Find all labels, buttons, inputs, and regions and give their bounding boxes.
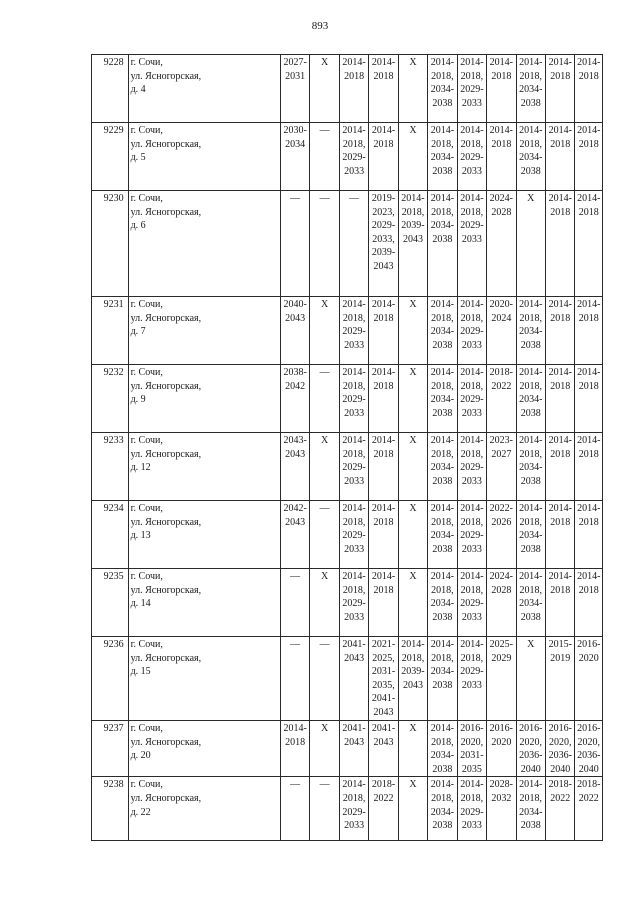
address-line: д. 15 <box>130 666 151 678</box>
period-cell: 2014- 2018, 2034- 2038 <box>516 55 545 123</box>
address-line: ул. Ясногорская, <box>130 516 202 528</box>
period-cell: X <box>310 297 339 365</box>
period-cell: — <box>280 191 309 297</box>
address-line: г. Сочи, <box>130 435 163 446</box>
table-row <box>92 569 603 637</box>
address-line: д. 13 <box>130 530 151 542</box>
period-cell: — <box>310 777 339 841</box>
period-cell: 2014- 2018, 2034- 2038 <box>516 777 545 841</box>
period-cell: 2014- 2018, 2034- 2038 <box>516 365 545 433</box>
period-cell: — <box>310 123 339 191</box>
period-cell: 2014- 2018 <box>575 297 603 365</box>
period-cell: 2014- 2018 <box>575 501 603 569</box>
period-cell: 2018- 2022 <box>487 365 516 433</box>
data-table <box>91 54 603 841</box>
address-line: г. Сочи, <box>130 723 163 734</box>
period-cell: X <box>398 721 427 777</box>
period-cell: 2014- 2018 <box>546 501 575 569</box>
address-line: г. Сочи, <box>130 367 163 378</box>
period-cell: X <box>310 55 339 123</box>
period-cell: 2014- 2018 <box>575 191 603 297</box>
period-cell: 2021- 2025, 2031- 2035, 2041- 2043 <box>369 637 398 721</box>
period-cell: X <box>398 501 427 569</box>
period-cell: — <box>280 777 309 841</box>
address-line: д. 20 <box>130 750 151 762</box>
period-cell: 2038- 2042 <box>280 365 309 433</box>
address-line: г. Сочи, <box>130 299 163 310</box>
period-cell: 2014- 2018 <box>369 569 398 637</box>
period-cell: 2014- 2018 <box>546 365 575 433</box>
address-line: ул. Ясногорская, <box>130 138 202 150</box>
period-cell: 2014- 2018, 2029- 2033 <box>339 123 368 191</box>
address-line: г. Сочи, <box>130 193 163 204</box>
period-cell: 2014- 2018, 2029- 2033 <box>339 433 368 501</box>
table-row <box>92 721 603 777</box>
period-cell: — <box>280 569 309 637</box>
period-cell: X <box>398 55 427 123</box>
table-row <box>92 637 603 721</box>
row-number-cell: 9231 <box>92 297 129 365</box>
period-cell: 2014- 2018 <box>339 55 368 123</box>
address-line: д. 7 <box>130 326 146 338</box>
period-cell: 2024- 2028 <box>487 569 516 637</box>
period-cell: 2014- 2018, 2029- 2033 <box>457 55 486 123</box>
period-cell: 2014- 2018 <box>546 297 575 365</box>
period-cell: 2014- 2018, 2039- 2043 <box>398 637 427 721</box>
address-line: д. 9 <box>130 394 146 406</box>
period-cell: 2014- 2018 <box>369 297 398 365</box>
address-line: д. 14 <box>130 598 151 610</box>
period-cell: 2020- 2024 <box>487 297 516 365</box>
period-cell: 2014- 2018 <box>369 55 398 123</box>
period-cell: 2014- 2018 <box>575 123 603 191</box>
table-body <box>92 55 603 841</box>
period-cell: 2014- 2018, 2034- 2038 <box>428 123 457 191</box>
address-line: ул. Ясногорская, <box>130 380 202 392</box>
period-cell: 2040- 2043 <box>280 297 309 365</box>
period-cell: — <box>310 191 339 297</box>
row-number-cell: 9236 <box>92 637 129 721</box>
address-line: г. Сочи, <box>130 779 163 791</box>
table-row <box>92 501 603 569</box>
address-line: ул. Ясногорская, <box>130 206 202 218</box>
period-cell: X <box>516 637 545 721</box>
address-line: г. Сочи, <box>130 639 163 650</box>
period-cell: 2014- 2018, 2029- 2033 <box>457 123 486 191</box>
period-cell: 2014- 2018 <box>575 569 603 637</box>
row-number-cell: 9228 <box>92 55 129 123</box>
period-cell: X <box>310 721 339 777</box>
period-cell: 2014- 2018 <box>369 433 398 501</box>
table-row <box>92 55 603 123</box>
period-cell: 2014- 2018 <box>280 721 309 777</box>
period-cell: 2014- 2018, 2034- 2038 <box>516 297 545 365</box>
address-cell <box>128 433 280 501</box>
period-cell: X <box>398 569 427 637</box>
row-number-cell: 9230 <box>92 191 129 297</box>
address-line: г. Сочи, <box>130 57 163 68</box>
period-cell: 2014- 2018, 2034- 2038 <box>428 297 457 365</box>
period-cell: 2016- 2020 <box>575 637 603 721</box>
period-cell: X <box>398 123 427 191</box>
period-cell: 2014- 2018, 2029- 2033 <box>457 777 486 841</box>
address-line: г. Сочи, <box>130 503 163 514</box>
period-cell: 2043- 2043 <box>280 433 309 501</box>
address-line: д. 12 <box>130 462 151 474</box>
period-cell: 2016- 2020, 2036- 2040 <box>516 721 545 777</box>
period-cell: 2014- 2018, 2034- 2038 <box>428 191 457 297</box>
period-cell: 2014- 2018, 2034- 2038 <box>428 365 457 433</box>
address-cell <box>128 191 280 297</box>
period-cell: 2014- 2018, 2034- 2038 <box>428 777 457 841</box>
address-line: д. 4 <box>130 84 146 96</box>
period-cell: 2014- 2018, 2034- 2038 <box>516 433 545 501</box>
address-line: г. Сочи, <box>130 571 163 582</box>
address-cell <box>128 123 280 191</box>
period-cell: 2014- 2018 <box>546 55 575 123</box>
period-cell: 2014- 2018, 2029- 2033 <box>457 501 486 569</box>
period-cell: X <box>398 365 427 433</box>
period-cell: — <box>339 191 368 297</box>
period-cell: 2014- 2018 <box>487 55 516 123</box>
period-cell: 2014- 2018 <box>369 123 398 191</box>
period-cell: 2014- 2018 <box>369 501 398 569</box>
row-number-cell: 9233 <box>92 433 129 501</box>
row-number-cell: 9235 <box>92 569 129 637</box>
period-cell: 2014- 2018, 2029- 2033 <box>339 777 368 841</box>
period-cell: X <box>398 297 427 365</box>
period-cell: 2016- 2020, 2036- 2040 <box>575 721 603 777</box>
row-number-cell: 9234 <box>92 501 129 569</box>
table-row <box>92 297 603 365</box>
period-cell: 2014- 2018, 2029- 2033 <box>457 433 486 501</box>
address-line: ул. Ясногорская, <box>130 312 202 324</box>
period-cell: 2018- 2022 <box>575 777 603 841</box>
address-line: ул. Ясногорская, <box>130 70 202 82</box>
period-cell: 2014- 2018, 2034- 2038 <box>428 569 457 637</box>
period-cell: 2041- 2043 <box>339 721 368 777</box>
period-cell: 2014- 2018, 2029- 2033 <box>457 637 486 721</box>
address-line: ул. Ясногорская, <box>130 736 202 748</box>
period-cell: 2014- 2018, 2034- 2038 <box>428 721 457 777</box>
period-cell: 2027- 2031 <box>280 55 309 123</box>
address-cell <box>128 569 280 637</box>
table-row <box>92 433 603 501</box>
period-cell: 2041- 2043 <box>369 721 398 777</box>
period-cell: 2014- 2018 <box>546 569 575 637</box>
address-line: д. 5 <box>130 152 146 164</box>
address-cell <box>128 365 280 433</box>
address-line: ул. Ясногорская, <box>130 448 202 460</box>
period-cell: 2028- 2032 <box>487 777 516 841</box>
period-cell: 2014- 2018 <box>546 433 575 501</box>
address-line: г. Сочи, <box>130 125 163 136</box>
row-number-cell: 9232 <box>92 365 129 433</box>
period-cell: 2014- 2018, 2029- 2033 <box>457 569 486 637</box>
table-row <box>92 777 603 841</box>
table-row <box>92 365 603 433</box>
period-cell: 2014- 2018, 2029- 2033 <box>457 297 486 365</box>
period-cell: 2014- 2018 <box>575 55 603 123</box>
period-cell: X <box>310 569 339 637</box>
period-cell: 2014- 2018 <box>575 433 603 501</box>
period-cell: X <box>310 433 339 501</box>
period-cell: 2015- 2019 <box>546 637 575 721</box>
row-number-cell: 9238 <box>92 777 129 841</box>
period-cell: 2014- 2018, 2029- 2033 <box>339 365 368 433</box>
period-cell: 2025- 2029 <box>487 637 516 721</box>
period-cell: — <box>280 637 309 721</box>
period-cell: 2014- 2018, 2029- 2033 <box>457 365 486 433</box>
period-cell: 2014- 2018, 2034- 2038 <box>428 637 457 721</box>
period-cell: 2014- 2018, 2034- 2038 <box>428 55 457 123</box>
period-cell: 2018- 2022 <box>369 777 398 841</box>
period-cell: 2014- 2018 <box>487 123 516 191</box>
table-row <box>92 123 603 191</box>
period-cell: 2023- 2027 <box>487 433 516 501</box>
period-cell: X <box>398 777 427 841</box>
period-cell: 2042- 2043 <box>280 501 309 569</box>
address-cell <box>128 637 280 721</box>
period-cell: 2019- 2023, 2029- 2033, 2039- 2043 <box>369 191 398 297</box>
period-cell: 2016- 2020, 2036- 2040 <box>546 721 575 777</box>
table-row <box>92 191 603 297</box>
address-cell <box>128 777 280 841</box>
period-cell: 2014- 2018 <box>546 191 575 297</box>
address-line: ул. Ясногорская, <box>130 584 202 596</box>
address-cell <box>128 55 280 123</box>
period-cell: 2014- 2018, 2029- 2033 <box>339 569 368 637</box>
page-number: 893 <box>311 20 329 32</box>
period-cell: 2024- 2028 <box>487 191 516 297</box>
period-cell: 2016- 2020, 2031- 2035 <box>457 721 486 777</box>
period-cell: 2014- 2018, 2034- 2038 <box>428 433 457 501</box>
period-cell: 2014- 2018, 2034- 2038 <box>516 501 545 569</box>
period-cell: 2016- 2020 <box>487 721 516 777</box>
period-cell: 2014- 2018, 2029- 2033 <box>339 297 368 365</box>
period-cell: 2014- 2018, 2029- 2033 <box>339 501 368 569</box>
period-cell: — <box>310 501 339 569</box>
address-line: ул. Ясногорская, <box>130 792 202 804</box>
period-cell: 2014- 2018, 2034- 2038 <box>516 123 545 191</box>
period-cell: 2014- 2018, 2034- 2038 <box>516 569 545 637</box>
period-cell: X <box>516 191 545 297</box>
period-cell: 2018- 2022 <box>546 777 575 841</box>
period-cell: 2030- 2034 <box>280 123 309 191</box>
period-cell: 2014- 2018, 2039- 2043 <box>398 191 427 297</box>
period-cell: 2014- 2018, 2029- 2033 <box>457 191 486 297</box>
period-cell: — <box>310 365 339 433</box>
address-cell <box>128 721 280 777</box>
period-cell: X <box>398 433 427 501</box>
address-line: д. 6 <box>130 220 146 232</box>
address-line: д. 22 <box>130 806 151 818</box>
period-cell: 2014- 2018 <box>575 365 603 433</box>
address-line: ул. Ясногорская, <box>130 652 202 664</box>
row-number-cell: 9237 <box>92 721 129 777</box>
period-cell: 2014- 2018 <box>546 123 575 191</box>
address-cell <box>128 501 280 569</box>
period-cell: 2022- 2026 <box>487 501 516 569</box>
row-number-cell: 9229 <box>92 123 129 191</box>
period-cell: — <box>310 637 339 721</box>
period-cell: 2014- 2018, 2034- 2038 <box>428 501 457 569</box>
period-cell: 2041- 2043 <box>339 637 368 721</box>
address-cell <box>128 297 280 365</box>
period-cell: 2014- 2018 <box>369 365 398 433</box>
